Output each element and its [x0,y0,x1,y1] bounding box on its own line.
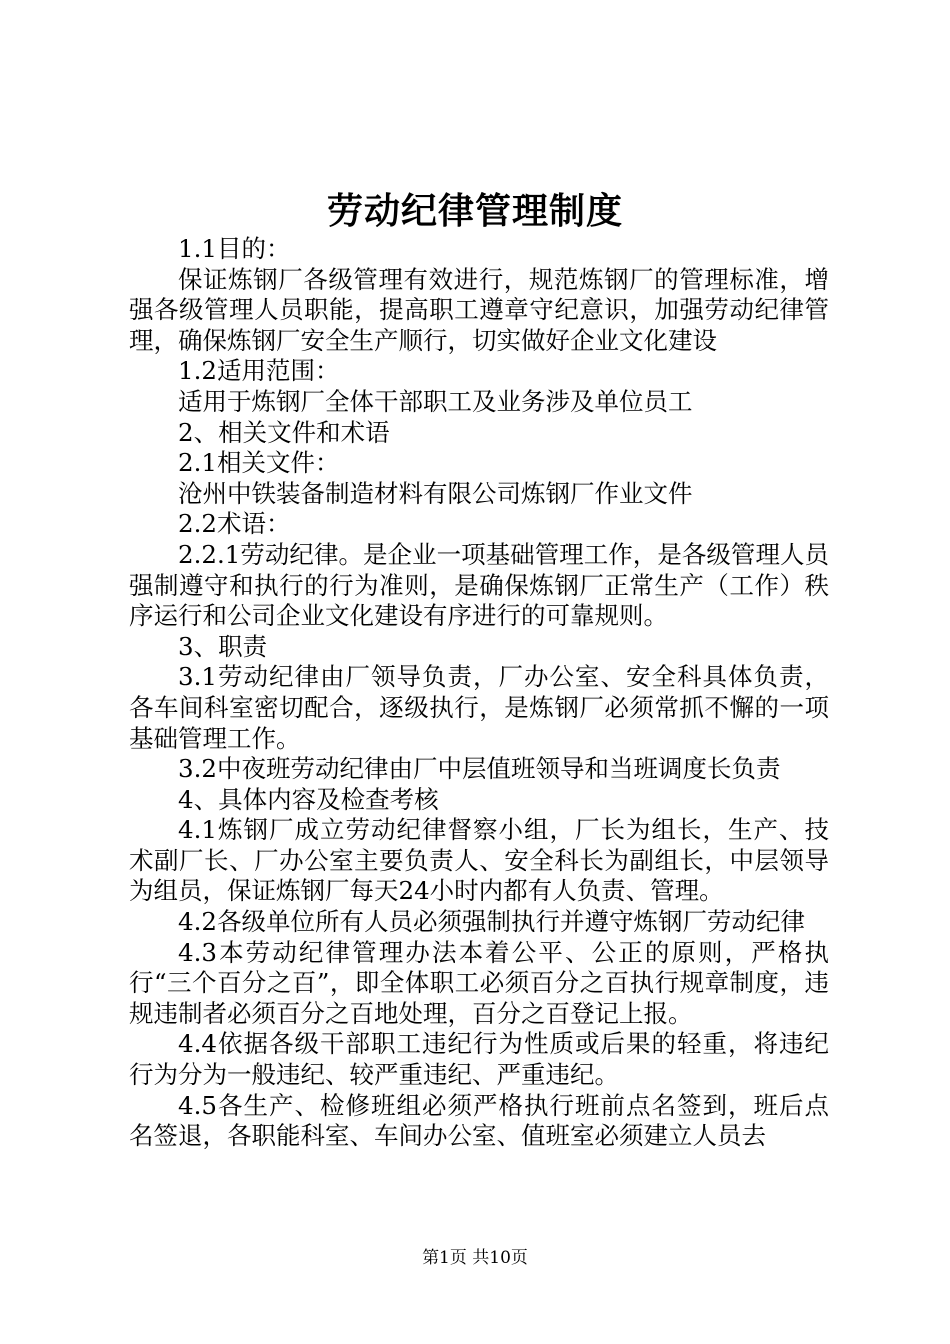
paragraph: 2.1相关文件： [178,448,340,478]
paragraph: 3、职责 [178,631,268,661]
paragraph: 4.4依据各级干部职工违纪行为性质或后果的轻重，将违纪行为分为一般违纪、较严重违纪、严重违纪。 [129,1029,829,1090]
paragraph: 3.1劳动纪律由厂领导负责，厂办公室、安全科具体负责，各车间科室密切配合，逐级执行，是炼钢厂必须常抓不懈的一项基础管理工作。 [129,662,829,753]
paragraph: 2.2.1劳动纪律。是企业一项基础管理工作，是各级管理人员强制遵守和执行的行为准则，是确保炼钢厂正常生产（工作）秩序运行和公司企业文化建设有序进行的可靠规则。 [129,539,829,631]
document-title: 劳动纪律管理制度 [326,190,623,232]
paragraph: 保证炼钢厂各级管理有效进行，规范炼钢厂的管理标准，增强各级管理人员职能，提高职工遵章守纪意识，加强劳动纪律管理，确保炼钢厂安全生产顺行，切实做好企业文化建设 [129,264,829,355]
paragraph: 4.5各生产、检修班组必须严格执行班前点名签到，班后点名签退，各职能科室、车间办公室、值班室必须建立人员去 [129,1090,829,1151]
paragraph: 3.2中夜班劳动纪律由厂中层值班领导和当班调度长负责 [178,754,781,784]
paragraph: 沧州中铁装备制造材料有限公司炼钢厂作业文件 [178,478,693,508]
page-number-footer: 第1页 共10页 [422,1248,528,1268]
document-body [129,234,829,1152]
paragraph: 2.2术语： [178,509,291,539]
paragraph: 4.1炼钢厂成立劳动纪律督察小组，厂长为组长，生产、技术副厂长、厂办公室主要负责人、安全科长为副组长，中层领导为组员，保证炼钢厂每天24小时内都有人负责、管理。 [129,815,829,906]
paragraph: 4.2各级单位所有人员必须强制执行并遵守炼钢厂劳动纪律 [178,907,805,937]
paragraph: 适用于炼钢厂全体干部职工及业务涉及单位员工 [178,386,693,416]
paragraph: 1.1目的： [178,234,291,263]
paragraph: 1.2适用范围： [178,356,340,386]
paragraph: 2、相关文件和术语 [178,417,390,447]
paragraph: 4、具体内容及检查考核 [178,784,439,814]
paragraph: 4.3本劳动纪律管理办法本着公平、公正的原则，严格执行“三个百分之百”，即全体职工必须百分之百执行规章制度，违规违制者必须百分之百地处理，百分之百登记上报。 [129,937,829,1028]
